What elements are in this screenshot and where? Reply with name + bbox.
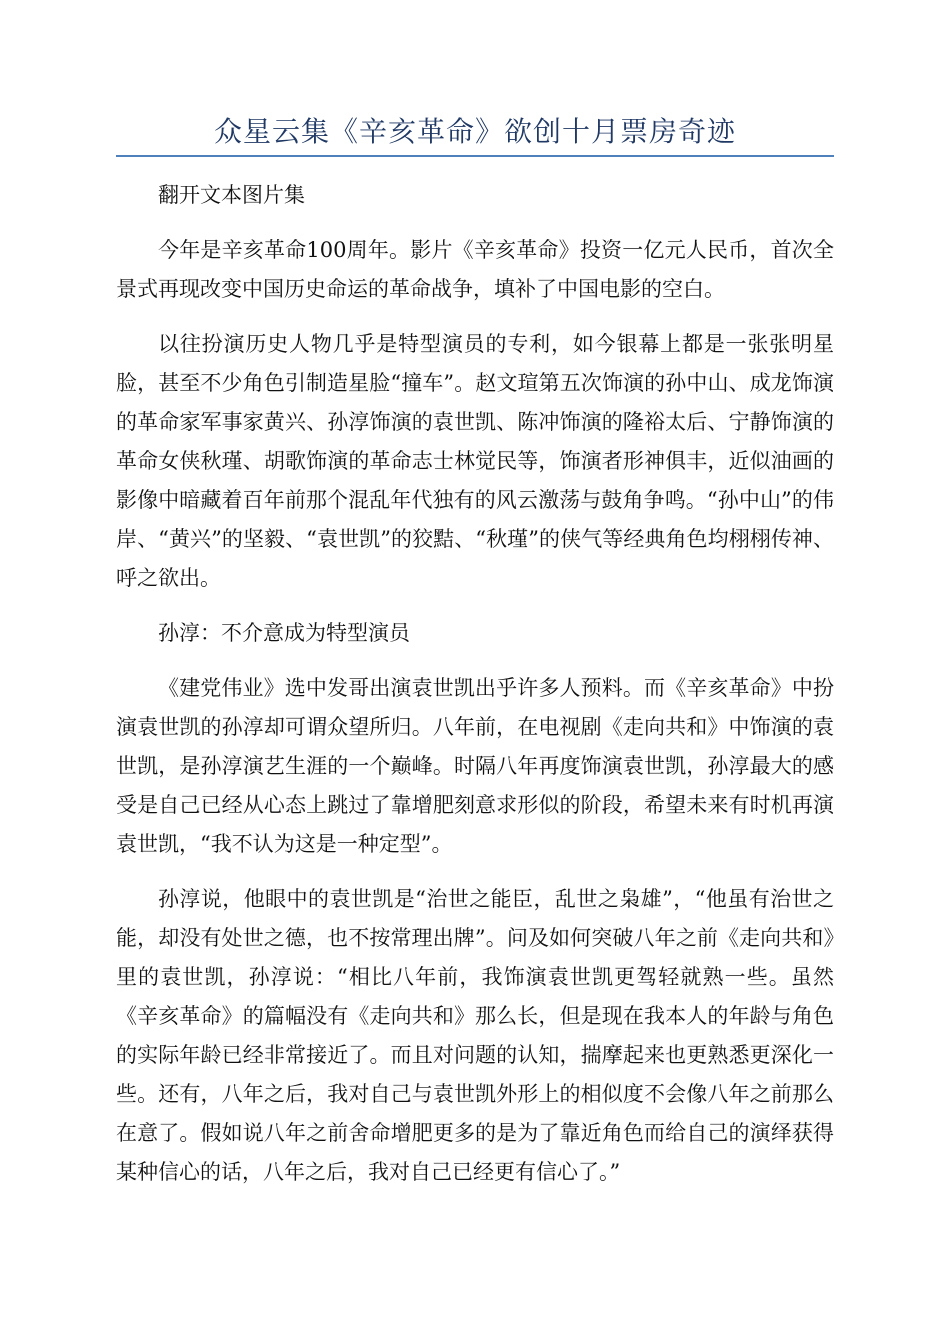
paragraph-yuan-shikai-role: 《建党伟业》选中发哥出演袁世凯出乎许多人预料。而《辛亥革命》中扮演袁世凯的孙淳却可谓众望所归。八年前，在电视剧《走向共和》中饰演的袁世凯，是孙淳演艺生涯的一个巅峰。时隔八年再度饰演袁世凯，孙淳最大的感受是自己已经从心态上跳过了靠增肥刻意求形似的阶段，希望未来有时机再演袁世凯，“我不认为这是一种定型”。 xyxy=(116,676,834,856)
paragraph-sun-chun-quote: 孙淳说，他眼中的袁世凯是“治世之能臣，乱世之枭雄”，“他虽有治世之能，却没有处世之德，也不按常理出牌”。问及如何突破八年之前《走向共和》里的袁世凯，孙淳说：“相比八年前，我饰演袁世凯更驾轻就熟一些。虽然《辛亥革命》的篇幅没有《走向共和》那么长，但是现在我本人的年龄与角色的实际年龄已经非常接近了。而且对问题的认知，揣摩起来也更熟悉更深化一些。还有，八年之后，我对自己与袁世凯外形上的相似度不会像八年之前那么在意了。假如说八年之前舍命增肥更多的是为了靠近角色而给自己的演绎获得某种信心的话，八年之后，我对自己已经更有信心了。” xyxy=(116,887,834,1184)
document-title: 众星云集《辛亥革命》欲创十月票房奇迹 xyxy=(213,115,736,148)
paragraph-cast: 以往扮演历史人物几乎是特型演员的专利，如今银幕上都是一张张明星脸，甚至不少角色引制造星脸“撞车”。赵文瑄第五次饰演的孙中山、成龙饰演的革命家军事家黄兴、孙淳饰演的袁世凯、陈冲饰演的隆裕太后、宁静饰演的革命女侠秋瑾、胡歌饰演的革命志士林觉民等，饰演者形神俱丰，近似油画的影像中暗藏着百年前那个混乱年代独有的风云激荡与鼓角争鸣。“孙中山”的伟岸、“黄兴”的坚毅、“袁世凯”的狡黠、“秋瑾”的侠气等经典角色均栩栩传神、呼之欲出。 xyxy=(116,332,834,590)
paragraph-gallery-link: 翻开文本图片集 xyxy=(158,183,305,207)
section-heading-sun-chun: 孙淳：不介意成为特型演员 xyxy=(158,621,410,645)
document-body xyxy=(116,176,834,1208)
paragraph-intro: 今年是辛亥革命100周年。影片《辛亥革命》投资一亿元人民币，首次全景式再现改变中国历史命运的革命战争，填补了中国电影的空白。 xyxy=(116,238,834,301)
title-underline xyxy=(116,155,834,157)
